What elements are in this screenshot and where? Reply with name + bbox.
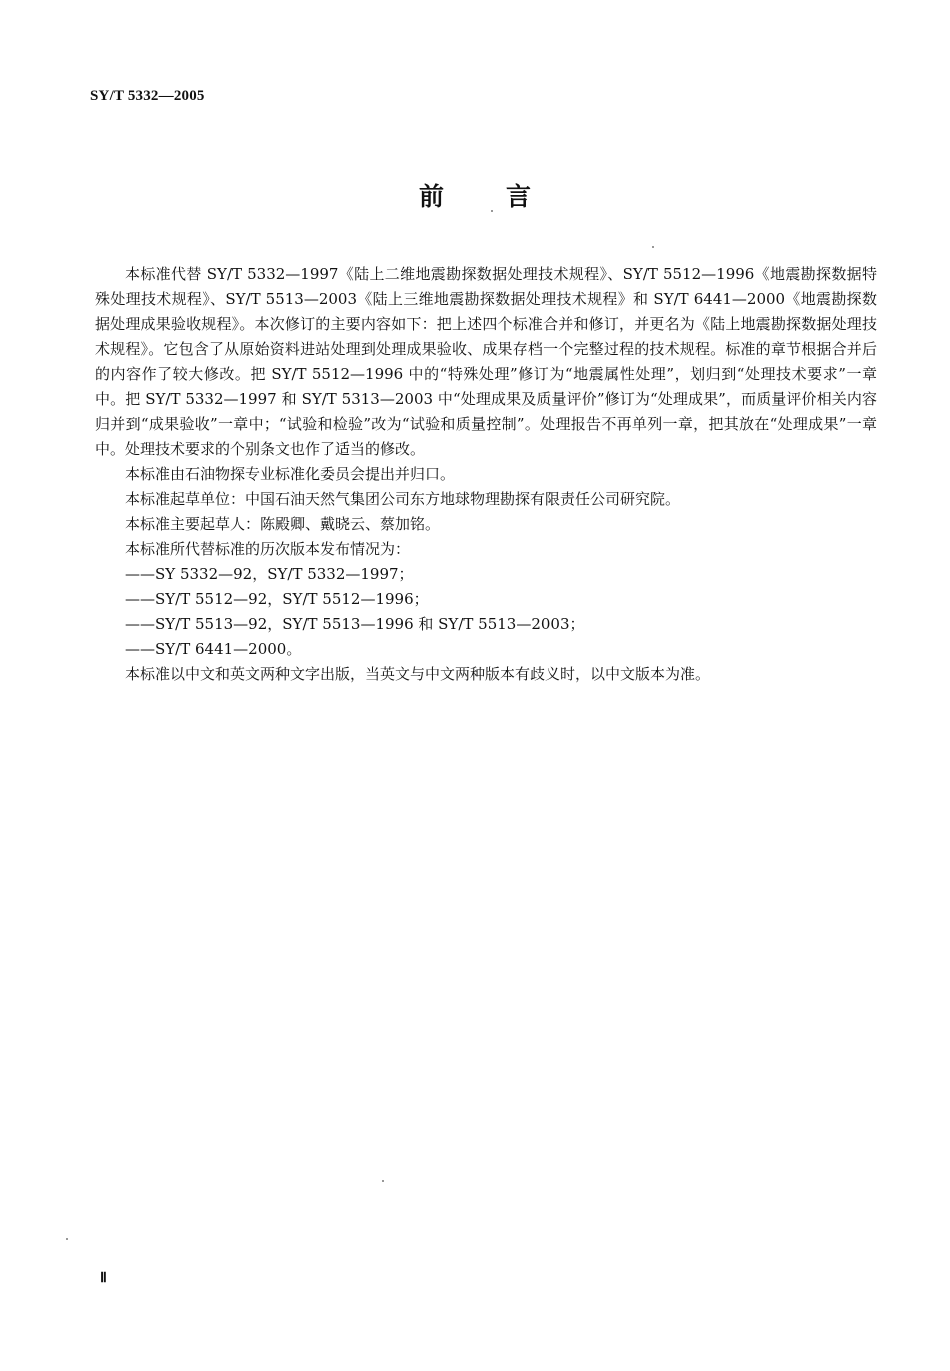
history-item: ——SY/T 5512—92，SY/T 5512—1996； — [125, 590, 429, 608]
scan-speck — [382, 1180, 384, 1182]
paragraph-proposer: 本标准由石油物探专业标准化委员会提出并归口。 — [125, 465, 456, 483]
dot-decoration — [491, 210, 493, 212]
page-title — [0, 182, 950, 212]
history-item: ——SY/T 6441—2000。 — [125, 640, 302, 658]
paragraph-drafters: 本标准主要起草人：陈殿卿、戴晓云、蔡加铭。 — [125, 515, 441, 533]
title-char-1: 前 — [418, 182, 444, 211]
history-item: ——SY 5332—92，SY/T 5332—1997； — [125, 565, 414, 583]
paragraph-language: 本标准以中文和英文两种文字出版，当英文与中文两种版本有歧义时，以中文版本为准。 — [125, 665, 711, 683]
preface-body — [95, 262, 877, 687]
paragraph-history-intro: 本标准所代替标准的历次版本发布情况为： — [125, 540, 411, 558]
paragraph-drafting-unit: 本标准起草单位：中国石油天然气集团公司东方地球物理勘探有限责任公司研究院。 — [125, 490, 681, 508]
history-item: ——SY/T 5513—92，SY/T 5513—1996 和 SY/T 5513—2003； — [125, 615, 585, 633]
scan-speck — [652, 246, 654, 248]
page-number: Ⅱ — [100, 1271, 107, 1286]
paragraph-replacement: 本标准代替 SY/T 5332—1997《陆上二维地震勘探数据处理技术规程》、SY/T 5512—1996《地震勘探数据特殊处理技术规程》、SY/T 5513—2003《陆上三维地震勘探数据处理技术规程》和 SY/T 6441—2000《地震勘探数据处理成果验收规程》。本次修订的主要内容如下：把上述四个标准合并和修订，并更名为《陆上地震勘探数据处理技术规程》。它包含了从原始资料进站处理到处理成果验收、成果存档一个完整过程的技术规程。标准的章节根据合并后的内容作了较大修改。把 SY/T 5512—1996 中的“特殊处理”修订为“地震属性处理”，划归到“处理技术要求”一章中。把 SY/T 5332—1997 和 SY/T 5313—2003 中“处理成果及质量评价”修订为“处理成果”，而质量评价相关内容归并到“成果验收”一章中；“试验和检验”改为“试验和质量控制”。处理报告不再单列一章，把其放在“处理成果”一章中。处理技术要求的个别条文也作了适当的修改。 — [95, 265, 877, 458]
title-char-2: 言 — [506, 182, 532, 211]
standard-code: SY/T 5332—2005 — [90, 88, 205, 104]
scan-speck — [66, 1238, 68, 1240]
